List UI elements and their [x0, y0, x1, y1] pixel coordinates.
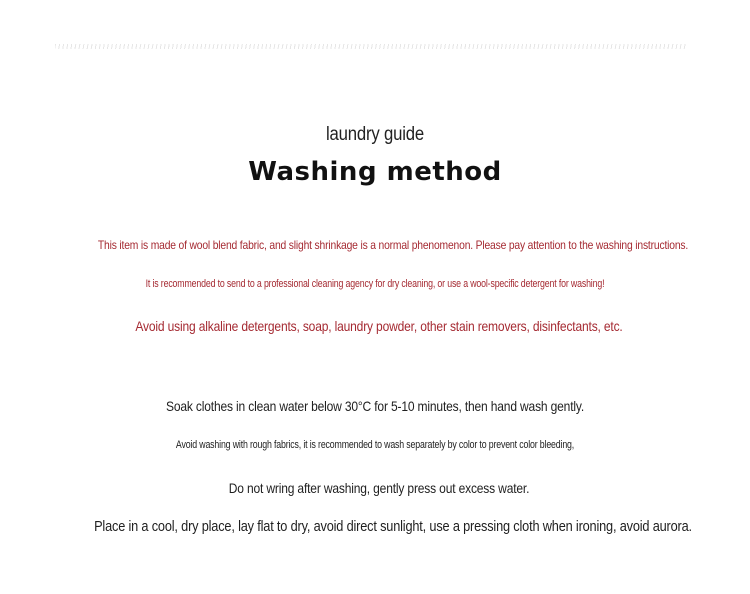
- instruction-soak: Soak clothes in clean water below 30°C for 5-10 minutes, then hand wash gently.: [165, 398, 585, 414]
- guide-subtitle: laundry guide: [325, 124, 425, 145]
- instruction-drying: Place in a cool, dry place, lay flat to dry, avoid direct sunlight, use a pressing cloth when ironing, avoid aurora.: [94, 519, 692, 535]
- warning-text-dry-cleaning: It is recommended to send to a professional cleaning agency for dry cleaning, or use a wool-specific detergent for washing!: [145, 278, 605, 290]
- warning-text-fabric: This item is made of wool blend fabric, and slight shrinkage is a normal phenomenon. Please pay attention to the washing instructions.: [97, 238, 689, 252]
- warning-text-detergents: Avoid using alkaline detergents, soap, laundry powder, other stain removers, disinfectants, etc.: [135, 318, 623, 334]
- decorative-top-rule: [55, 44, 687, 49]
- instruction-separate-colors: Avoid washing with rough fabrics, it is recommended to wash separately by color to prevent color bleeding,: [175, 439, 575, 451]
- page-title: Washing method: [248, 157, 502, 187]
- instruction-no-wring: Do not wring after washing, gently press out excess water.: [228, 480, 530, 496]
